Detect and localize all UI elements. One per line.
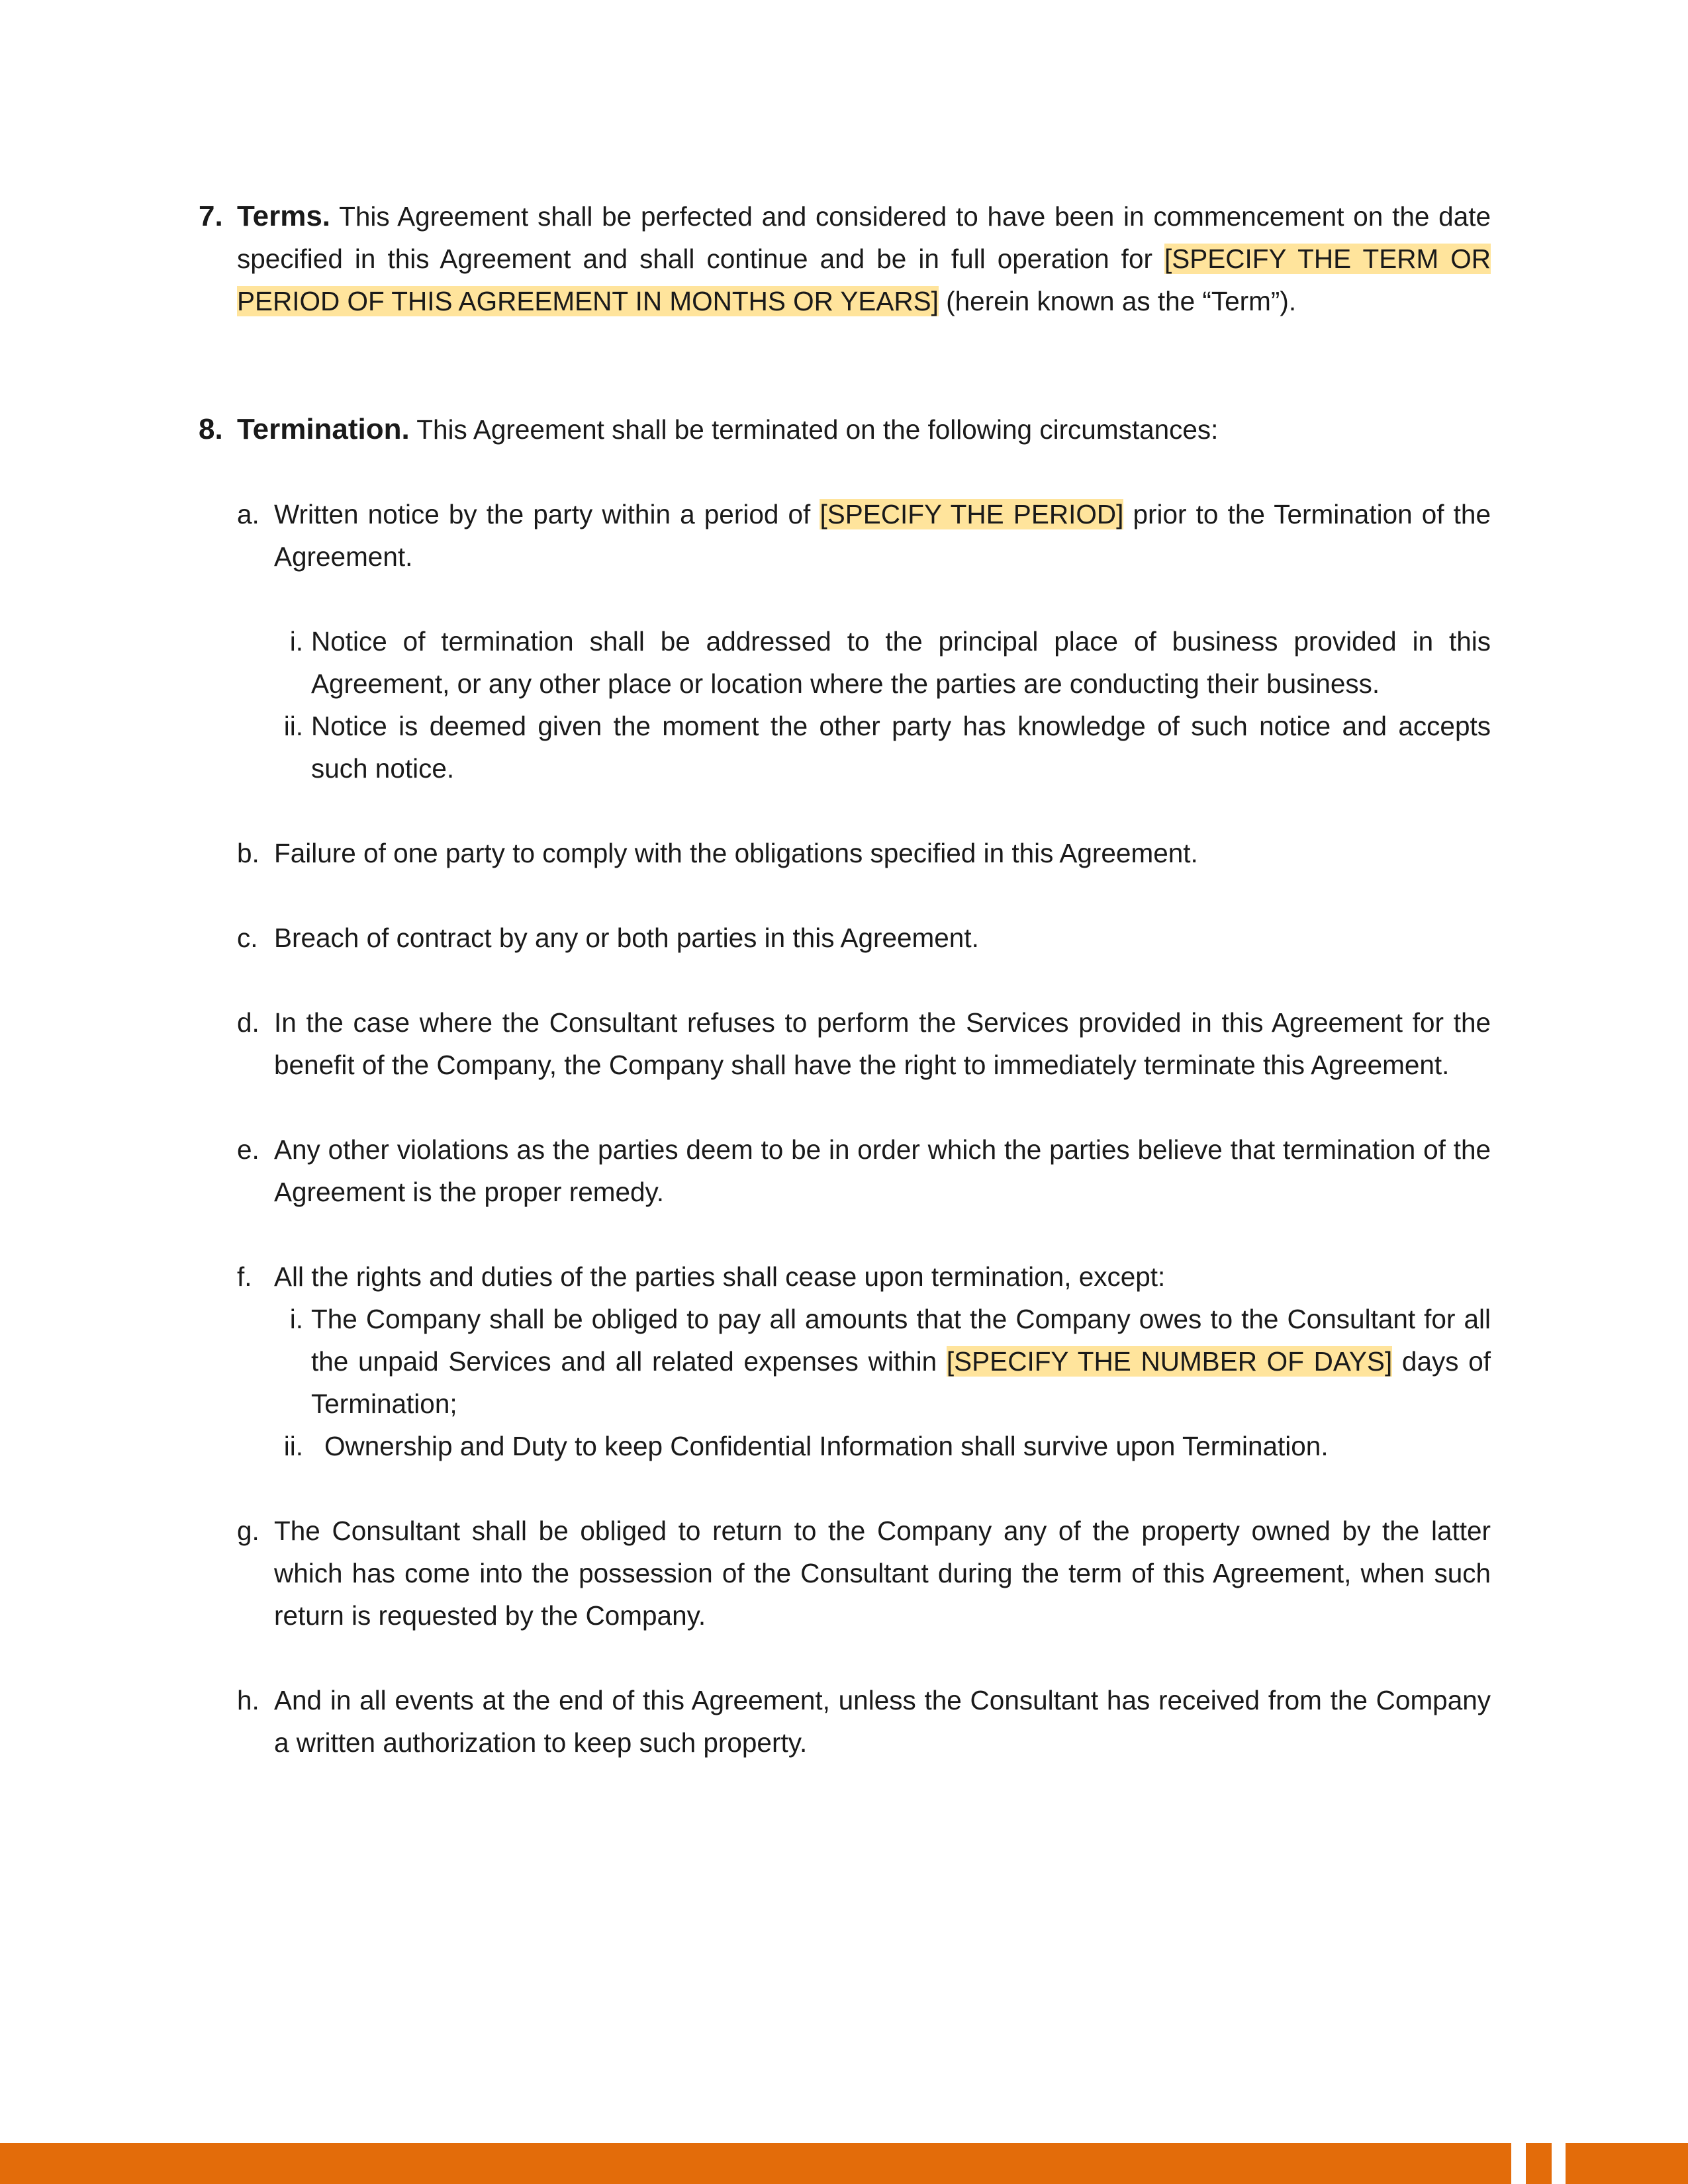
list-item-text: Failure of one party to comply with the obligations specified in this Agreement. — [274, 838, 1198, 868]
list-item-a — [237, 493, 1491, 790]
sub-item-text: days of Termination; — [311, 1346, 1491, 1419]
list-item-text: Any other violations as the parties deem to be in order which the parties believe that termination of the Agreement is the proper remedy. — [274, 1134, 1491, 1207]
footer-bar-segment — [1526, 2143, 1552, 2184]
section-title: Terms. — [237, 200, 331, 232]
list-item-text: The Consultant shall be obliged to return to the Company any of the property owned by the latter which has come into the possession of the Consultant during the term of this Agreement, when such return is requested by the Company. — [274, 1516, 1491, 1631]
list-item-d — [237, 1001, 1491, 1086]
footer-bar — [0, 2143, 1511, 2184]
section-termination — [199, 408, 1491, 1764]
list-item-c — [237, 917, 1491, 959]
sub-marker: i. — [289, 1304, 303, 1334]
sub-item-f-ii — [274, 1425, 1491, 1467]
placeholder-highlight: [SPECIFY THE PERIOD] — [820, 499, 1124, 529]
list-item-text: And in all events at the end of this Agreement, unless the Consultant has received from the Company a written authorization to keep such property. — [274, 1685, 1491, 1758]
list-item-e — [237, 1128, 1491, 1213]
list-item-text: In the case where the Consultant refuses to perform the Services provided in this Agreement for the benefit of the Company, the Company shall have the right to immediately terminate this Agreement. — [274, 1007, 1491, 1080]
section-text: (herein known as the “Term”). — [938, 286, 1297, 316]
sub-item-text: Notice is deemed given the moment the other party has knowledge of such notice and accepts such notice. — [311, 711, 1491, 784]
list-item-b — [237, 832, 1491, 874]
list-marker: d. — [237, 1007, 259, 1038]
list-marker: h. — [237, 1685, 259, 1715]
sub-item-text: Ownership and Duty to keep Confidential Information shall survive upon Termination. — [324, 1431, 1329, 1461]
list-item-text: Breach of contract by any or both parties in this Agreement. — [274, 923, 979, 953]
list-item-f — [237, 1255, 1491, 1467]
sub-item-a-ii — [274, 705, 1491, 790]
sub-item-text: Notice of termination shall be addressed to the principal place of business provided in this Agreement, or any other place or location where the parties are conducting their business. — [311, 626, 1491, 699]
list-marker: e. — [237, 1134, 259, 1165]
list-item-text: All the rights and duties of the parties shall cease upon termination, except: — [274, 1261, 1166, 1292]
section-text: This Agreement shall be perfected and considered to have been in commencement on the date specified in this Agreement and shall continue and be in full operation for — [237, 201, 1491, 274]
list-marker: f. — [237, 1261, 252, 1292]
section-text: This Agreement shall be terminated on the following circumstances: — [409, 414, 1219, 445]
list-marker: a. — [237, 499, 259, 529]
section-number: 7. — [199, 200, 223, 232]
sub-item-text: The Company shall be obliged to pay all amounts that the Company owes to the Consultant for all the unpaid Services and all related expenses within — [311, 1304, 1491, 1377]
sub-marker: ii. — [283, 711, 303, 741]
placeholder-highlight: [SPECIFY THE NUMBER OF DAYS] — [946, 1346, 1393, 1377]
list-item-h — [237, 1679, 1491, 1764]
document-body — [199, 195, 1491, 1764]
sub-marker: ii. — [283, 1431, 303, 1461]
list-item-text: prior to the Termination of the Agreement. — [274, 499, 1491, 572]
section-title: Termination. — [237, 413, 410, 445]
list-marker: g. — [237, 1516, 259, 1546]
section-number: 8. — [199, 413, 223, 445]
footer-bar-segment — [1566, 2143, 1688, 2184]
section-terms — [199, 195, 1491, 322]
placeholder-highlight: [SPECIFY THE TERM OR PERIOD OF THIS AGREEMENT IN MONTHS OR YEARS] — [237, 244, 1491, 316]
sub-marker: i. — [289, 626, 303, 657]
list-marker: b. — [237, 838, 259, 868]
sub-item-a-i — [274, 620, 1491, 705]
sub-item-f-i — [274, 1298, 1491, 1425]
list-marker: c. — [237, 923, 258, 953]
list-item-g — [237, 1510, 1491, 1637]
list-item-text: Written notice by the party within a period of — [274, 499, 820, 529]
